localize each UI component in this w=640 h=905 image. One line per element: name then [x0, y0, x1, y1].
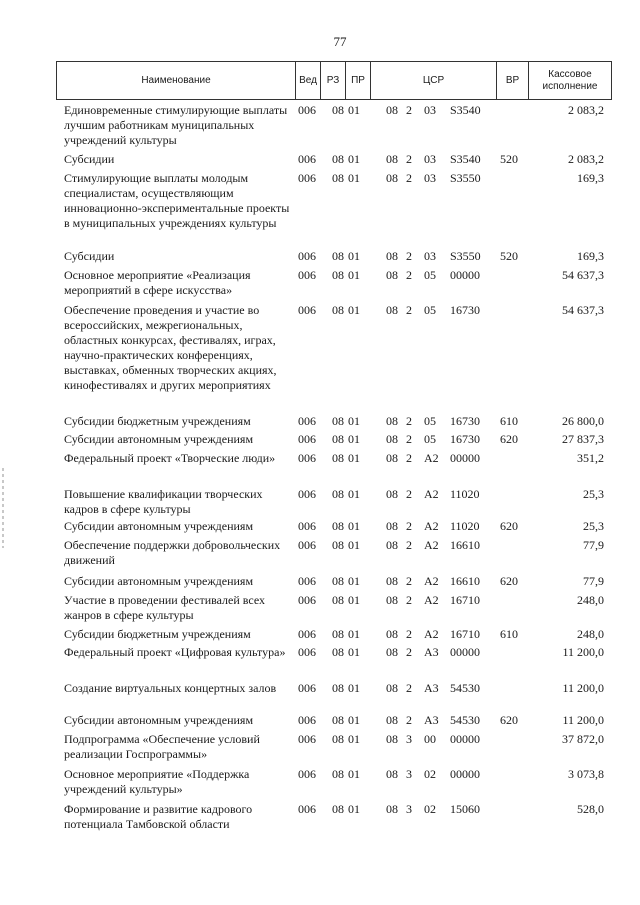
cell-c3: А2	[424, 574, 439, 588]
cell-ved: 006	[298, 538, 316, 552]
cell-c1: 08	[386, 802, 398, 816]
cell-c2: 2	[406, 713, 412, 727]
header-vr: ВР	[497, 62, 529, 99]
cell-c2: 2	[406, 171, 412, 185]
cell-c2: 2	[406, 593, 412, 607]
cell-pr: 01	[348, 645, 360, 659]
cell-rz: 08	[332, 303, 344, 317]
cell-rz: 08	[332, 627, 344, 641]
cell-c2: 3	[406, 767, 412, 781]
cell-pr: 01	[348, 432, 360, 446]
cell-c3: 05	[424, 414, 436, 428]
cell-name: Субсидии автономным учреждениям	[64, 713, 254, 727]
cell-sum: 25,3	[583, 487, 604, 501]
cell-c2: 2	[406, 432, 412, 446]
cell-sum: 2 083,2	[568, 152, 604, 166]
cell-name: Субсидии бюджетным учреждениям	[64, 414, 251, 428]
cell-name: Субсидии автономным учреждениям	[64, 519, 254, 533]
cell-c3: 05	[424, 303, 436, 317]
cell-ved: 006	[298, 519, 316, 533]
cell-c3: 02	[424, 767, 436, 781]
cell-c4: 00000	[450, 645, 480, 659]
cell-name: Обеспечение поддержки добровольческих движений	[64, 538, 281, 567]
cell-name: Стимулирующие выплаты молодым специалистам, осуществляющим инновационно-экспериментальные проекты в муниципальных учреждениях культуры	[64, 171, 290, 230]
cell-c4: 16710	[450, 627, 480, 641]
cell-c4: 54530	[450, 713, 480, 727]
cell-sum: 11 200,0	[562, 645, 604, 659]
cell-pr: 01	[348, 414, 360, 428]
cell-rz: 08	[332, 713, 344, 727]
cell-c2: 2	[406, 519, 412, 533]
cell-c4: S3540	[450, 152, 481, 166]
cell-c4: 16730	[450, 432, 480, 446]
cell-c1: 08	[386, 451, 398, 465]
cell-sum: 2 083,2	[568, 103, 604, 117]
cell-pr: 01	[348, 574, 360, 588]
cell-c3: А2	[424, 593, 439, 607]
cell-c3: А3	[424, 645, 439, 659]
cell-c4: 15060	[450, 802, 480, 816]
cell-c3: А2	[424, 538, 439, 552]
cell-ved: 006	[298, 767, 316, 781]
cell-c2: 2	[406, 627, 412, 641]
cell-vr: 610	[500, 414, 518, 428]
cell-c4: 16710	[450, 593, 480, 607]
cell-c1: 08	[386, 593, 398, 607]
header-sum: Кассовое исполнение	[542, 68, 598, 92]
cell-ved: 006	[298, 152, 316, 166]
cell-pr: 01	[348, 451, 360, 465]
cell-name: Субсидии автономным учреждениям	[64, 432, 254, 446]
cell-c2: 2	[406, 681, 412, 695]
header-pr: ПР	[346, 62, 371, 99]
cell-c2: 2	[406, 414, 412, 428]
cell-c4: 00000	[450, 732, 480, 746]
cell-name: Единовременные стимулирующие выплаты лучшим работникам муниципальных учреждений культуры	[64, 103, 288, 147]
cell-c3: А2	[424, 451, 439, 465]
cell-c2: 2	[406, 268, 412, 282]
cell-name: Федеральный проект «Цифровая культура»	[64, 645, 286, 659]
cell-ved: 006	[298, 432, 316, 446]
cell-rz: 08	[332, 645, 344, 659]
cell-name: Подпрограмма «Обеспечение условий реализации Госпрограммы»	[64, 732, 260, 761]
cell-name: Участие в проведении фестивалей всех жанров в сфере культуры	[64, 593, 266, 622]
cell-c2: 3	[406, 732, 412, 746]
cell-pr: 01	[348, 268, 360, 282]
cell-c1: 08	[386, 627, 398, 641]
cell-sum: 169,3	[577, 249, 604, 263]
cell-name: Субсидии	[64, 249, 115, 263]
cell-c2: 3	[406, 802, 412, 816]
cell-vr: 620	[500, 432, 518, 446]
cell-name: Повышение квалификации творческих кадров в сфере культуры	[64, 487, 263, 516]
cell-c2: 2	[406, 451, 412, 465]
cell-c1: 08	[386, 732, 398, 746]
cell-c1: 08	[386, 432, 398, 446]
cell-vr: 520	[500, 249, 518, 263]
cell-ved: 006	[298, 303, 316, 317]
cell-rz: 08	[332, 414, 344, 428]
cell-vr: 520	[500, 152, 518, 166]
cell-rz: 08	[332, 538, 344, 552]
cell-rz: 08	[332, 152, 344, 166]
cell-c4: S3540	[450, 103, 481, 117]
cell-c1: 08	[386, 249, 398, 263]
cell-sum: 351,2	[577, 451, 604, 465]
cell-c1: 08	[386, 303, 398, 317]
cell-c2: 2	[406, 645, 412, 659]
cell-vr: 620	[500, 519, 518, 533]
cell-rz: 08	[332, 171, 344, 185]
cell-c1: 08	[386, 574, 398, 588]
cell-c3: А2	[424, 487, 439, 501]
cell-c1: 08	[386, 519, 398, 533]
cell-c3: 05	[424, 268, 436, 282]
cell-c4: S3550	[450, 171, 481, 185]
cell-sum: 248,0	[577, 593, 604, 607]
cell-name: Обеспечение проведения и участие во всероссийских, межрегиональных, областных конкурсах, фестивалях, играх, научно-практических конференциях, выставках, обменных творческих акциях, кинофестивалях и других мероприятиях	[64, 303, 277, 392]
cell-name: Формирование и развитие кадрового потенциала Тамбовской области	[64, 802, 253, 831]
cell-c2: 2	[406, 574, 412, 588]
cell-sum: 169,3	[577, 171, 604, 185]
cell-pr: 01	[348, 303, 360, 317]
cell-sum: 77,9	[583, 538, 604, 552]
cell-ved: 006	[298, 249, 316, 263]
cell-rz: 08	[332, 574, 344, 588]
cell-pr: 01	[348, 487, 360, 501]
header-csr: ЦСР	[371, 62, 497, 99]
header-ved: Вед	[296, 62, 321, 99]
cell-c1: 08	[386, 681, 398, 695]
cell-c1: 08	[386, 767, 398, 781]
cell-pr: 01	[348, 767, 360, 781]
cell-sum: 37 872,0	[562, 732, 604, 746]
cell-c3: 05	[424, 432, 436, 446]
cell-ved: 006	[298, 732, 316, 746]
table-header	[56, 61, 612, 100]
cell-c3: 03	[424, 249, 436, 263]
cell-ved: 006	[298, 574, 316, 588]
cell-pr: 01	[348, 802, 360, 816]
cell-pr: 01	[348, 627, 360, 641]
cell-pr: 01	[348, 519, 360, 533]
cell-c3: 00	[424, 732, 436, 746]
cell-sum: 77,9	[583, 574, 604, 588]
cell-rz: 08	[332, 519, 344, 533]
cell-sum: 27 837,3	[562, 432, 604, 446]
cell-c4: 00000	[450, 451, 480, 465]
cell-rz: 08	[332, 767, 344, 781]
cell-name: Федеральный проект «Творческие люди»	[64, 451, 276, 465]
cell-c1: 08	[386, 171, 398, 185]
cell-ved: 006	[298, 414, 316, 428]
cell-sum: 54 637,3	[562, 268, 604, 282]
cell-rz: 08	[332, 103, 344, 117]
cell-c4: 11020	[450, 487, 480, 501]
cell-pr: 01	[348, 249, 360, 263]
cell-ved: 006	[298, 171, 316, 185]
cell-vr: 610	[500, 627, 518, 641]
cell-ved: 006	[298, 713, 316, 727]
cell-sum: 528,0	[577, 802, 604, 816]
cell-c4: 16610	[450, 574, 480, 588]
cell-rz: 08	[332, 593, 344, 607]
scan-margin-mark	[2, 468, 4, 548]
cell-c1: 08	[386, 713, 398, 727]
cell-pr: 01	[348, 732, 360, 746]
cell-rz: 08	[332, 268, 344, 282]
cell-c4: 54530	[450, 681, 480, 695]
cell-sum: 54 637,3	[562, 303, 604, 317]
cell-vr: 620	[500, 713, 518, 727]
cell-rz: 08	[332, 681, 344, 695]
header-name: Наименование	[57, 62, 296, 99]
cell-c4: 11020	[450, 519, 480, 533]
cell-c3: 03	[424, 103, 436, 117]
cell-pr: 01	[348, 152, 360, 166]
cell-rz: 08	[332, 432, 344, 446]
cell-c4: 00000	[450, 268, 480, 282]
cell-c4: 16730	[450, 414, 480, 428]
cell-c3: 02	[424, 802, 436, 816]
cell-ved: 006	[298, 645, 316, 659]
cell-ved: 006	[298, 593, 316, 607]
header-rz: РЗ	[321, 62, 346, 99]
cell-c3: А3	[424, 713, 439, 727]
cell-sum: 11 200,0	[562, 713, 604, 727]
cell-name: Субсидии	[64, 152, 115, 166]
cell-c1: 08	[386, 103, 398, 117]
cell-pr: 01	[348, 538, 360, 552]
cell-ved: 006	[298, 451, 316, 465]
cell-pr: 01	[348, 681, 360, 695]
cell-ved: 006	[298, 802, 316, 816]
page-number: 77	[333, 34, 347, 49]
cell-c2: 2	[406, 487, 412, 501]
cell-sum: 3 073,8	[568, 767, 604, 781]
cell-c3: А2	[424, 519, 439, 533]
cell-c2: 2	[406, 538, 412, 552]
cell-c3: 03	[424, 171, 436, 185]
cell-c2: 2	[406, 103, 412, 117]
cell-c4: 16730	[450, 303, 480, 317]
cell-ved: 006	[298, 268, 316, 282]
cell-c3: А2	[424, 627, 439, 641]
cell-vr: 620	[500, 574, 518, 588]
cell-c2: 2	[406, 249, 412, 263]
cell-sum: 26 800,0	[562, 414, 604, 428]
cell-rz: 08	[332, 802, 344, 816]
cell-name: Субсидии бюджетным учреждениям	[64, 627, 251, 641]
cell-c4: 16610	[450, 538, 480, 552]
cell-c4: S3550	[450, 249, 481, 263]
cell-ved: 006	[298, 103, 316, 117]
cell-c2: 2	[406, 303, 412, 317]
cell-ved: 006	[298, 681, 316, 695]
cell-c1: 08	[386, 487, 398, 501]
cell-c1: 08	[386, 268, 398, 282]
cell-rz: 08	[332, 249, 344, 263]
cell-name: Основное мероприятие «Поддержка учреждений культуры»	[64, 767, 250, 796]
cell-ved: 006	[298, 627, 316, 641]
cell-c3: 03	[424, 152, 436, 166]
cell-ved: 006	[298, 487, 316, 501]
cell-c1: 08	[386, 152, 398, 166]
cell-rz: 08	[332, 451, 344, 465]
cell-name: Основное мероприятие «Реализация мероприятий в сфере искусства»	[64, 268, 251, 297]
cell-c4: 00000	[450, 767, 480, 781]
cell-pr: 01	[348, 171, 360, 185]
cell-name: Субсидии автономным учреждениям	[64, 574, 254, 588]
cell-c1: 08	[386, 538, 398, 552]
cell-name: Создание виртуальных концертных залов	[64, 681, 277, 695]
cell-c1: 08	[386, 414, 398, 428]
cell-rz: 08	[332, 487, 344, 501]
cell-rz: 08	[332, 732, 344, 746]
cell-c3: А3	[424, 681, 439, 695]
cell-c1: 08	[386, 645, 398, 659]
cell-sum: 248,0	[577, 627, 604, 641]
cell-pr: 01	[348, 713, 360, 727]
cell-pr: 01	[348, 103, 360, 117]
cell-c2: 2	[406, 152, 412, 166]
cell-sum: 25,3	[583, 519, 604, 533]
cell-sum: 11 200,0	[562, 681, 604, 695]
cell-pr: 01	[348, 593, 360, 607]
